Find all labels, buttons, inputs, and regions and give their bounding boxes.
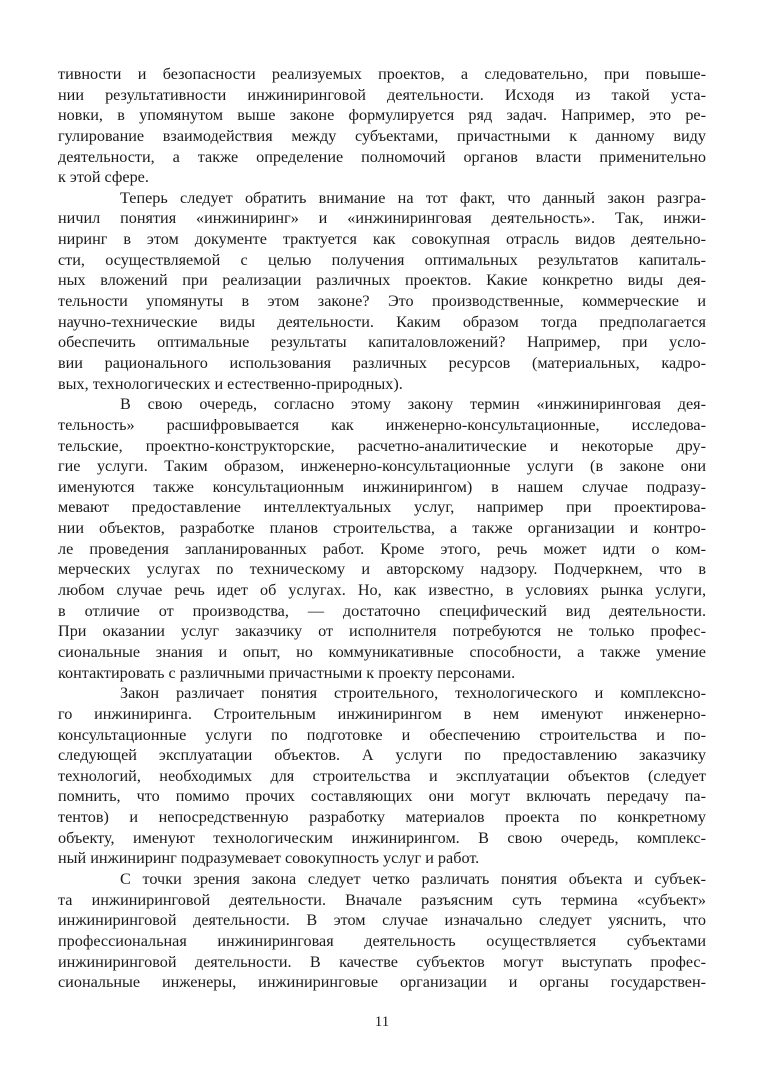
- paragraph: [58, 64, 706, 188]
- text-line: консультационные услуги по подготовке и обеспечению строительства и по-: [58, 725, 706, 744]
- text-line: контактировать с различными причастными к проекту персонами.: [58, 663, 516, 682]
- text-line: деятельности, а также определение полномочий органов власти применительно: [58, 147, 706, 166]
- text-line: новки, в упомянутом выше законе формулируется ряд задач. Например, это ре-: [58, 106, 706, 125]
- text-line: обеспечить оптимальные результаты капиталовложений? Например, при усло-: [58, 333, 706, 352]
- text-line: В свою очередь, согласно этому закону термин «инжиниринговая дея-: [120, 395, 706, 414]
- text-line: го инжиниринга. Строительным инжинирингом в нем именуют инженерно-: [58, 704, 706, 723]
- text-line: сиональные знания и опыт, но коммуникативные способности, а также умение: [58, 642, 706, 661]
- text-line: Теперь следует обратить внимание на тот факт, что данный закон разгра-: [120, 188, 706, 207]
- text-line: помнить, что помимо прочих составляющих они могут включать передачу па-: [58, 787, 706, 806]
- text-line: нии объектов, разработке планов строительства, а также организации и контро-: [58, 519, 706, 538]
- text-line: нии результативности инжиниринговой деятельности. Исходя из такой уста-: [58, 85, 706, 104]
- text-line: инжиниринговой деятельности. В качестве субъектов могут выступать профес-: [58, 952, 706, 971]
- page-number: 11: [374, 1014, 390, 1030]
- text-line: в отличие от производства, — достаточно специфический вид деятельности.: [58, 601, 706, 620]
- text-line: ничил понятия «инжиниринг» и «инжиниринговая деятельность». Так, инжи-: [58, 209, 706, 228]
- text-line: научно-технические виды деятельности. Каким образом тогда предполагается: [58, 312, 706, 331]
- text-line: Закон различает понятия строительного, технологического и комплексно-: [120, 684, 706, 703]
- paragraph: [58, 188, 706, 394]
- text-line: к этой сфере.: [58, 168, 149, 187]
- text-line: мерческих услугах по техническому и авторскому надзору. Подчеркнем, что в: [58, 560, 706, 579]
- paragraph: [58, 394, 706, 683]
- text-line: тельность» расшифровывается как инженерно-консультационные, исследова-: [58, 415, 706, 434]
- text-line: При оказании услуг заказчику от исполнителя потребуются не только профес-: [58, 622, 706, 641]
- text-line: ный инжиниринг подразумевает совокупность услуг и работ.: [58, 849, 480, 868]
- text-line: вых, технологических и естественно-природных).: [58, 374, 403, 393]
- text-line: инжиниринговой деятельности. В этом случае изначально следует уяснить, что: [58, 911, 706, 930]
- paragraph: [58, 869, 706, 993]
- text-line: тентов) и непосредственную разработку материалов проекта по конкретному: [58, 808, 706, 827]
- text-line: ниринг в этом документе трактуется как совокупная отрасль видов деятельно-: [58, 230, 706, 249]
- text-line: С точки зрения закона следует четко различать понятия объекта и субъек-: [120, 869, 706, 888]
- text-line: мевают предоставление интеллектуальных услуг, например при проектирова-: [58, 498, 706, 517]
- text-line: именуются также консультационным инжинирингом) в нашем случае подразу-: [58, 477, 706, 496]
- text-line: объекту, именуют технологическим инжинирингом. В свою очередь, комплекс-: [58, 828, 706, 847]
- text-line: тельские, проектно-конструкторские, расчетно-аналитические и некоторые дру-: [58, 436, 706, 455]
- text-line: вии рационального использования различных ресурсов (материальных, кадро-: [58, 353, 706, 372]
- text-line: технологий, необходимых для строительства и эксплуатации объектов (следует: [58, 766, 706, 785]
- text-line: ле проведения запланированных работ. Кроме этого, речь может идти о ком-: [58, 539, 706, 558]
- text-line: профессиональная инжиниринговая деятельность осуществляется субъектами: [58, 931, 706, 950]
- page-body: [58, 64, 706, 1024]
- paragraph: [58, 683, 706, 869]
- text-line: гие услуги. Таким образом, инженерно-консультационные услуги (в законе они: [58, 457, 706, 476]
- text-line: сиональные инженеры, инжиниринговые организации и органы государствен-: [58, 973, 706, 992]
- text-line: ных вложений при реализации различных проектов. Какие конкретно виды дея-: [58, 271, 706, 290]
- text-line: гулирование взаимодействия между субъектами, причастными к данному виду: [58, 126, 706, 145]
- text-line: любом случае речь идет об услугах. Но, как известно, в условиях рынка услуги,: [58, 581, 706, 600]
- text-line: сти, осуществляемой с целью получения оптимальных результатов капиталь-: [58, 250, 706, 269]
- text-line: та инжиниринговой деятельности. Вначале разъясним суть термина «субъект»: [58, 890, 706, 909]
- text-line: следующей эксплуатации объектов. А услуги по предоставлению заказчику: [58, 746, 706, 765]
- text-line: тельности упомянуты в этом законе? Это производственные, коммерческие и: [58, 292, 706, 311]
- text-line: тивности и безопасности реализуемых проектов, а следовательно, при повыше-: [58, 65, 706, 83]
